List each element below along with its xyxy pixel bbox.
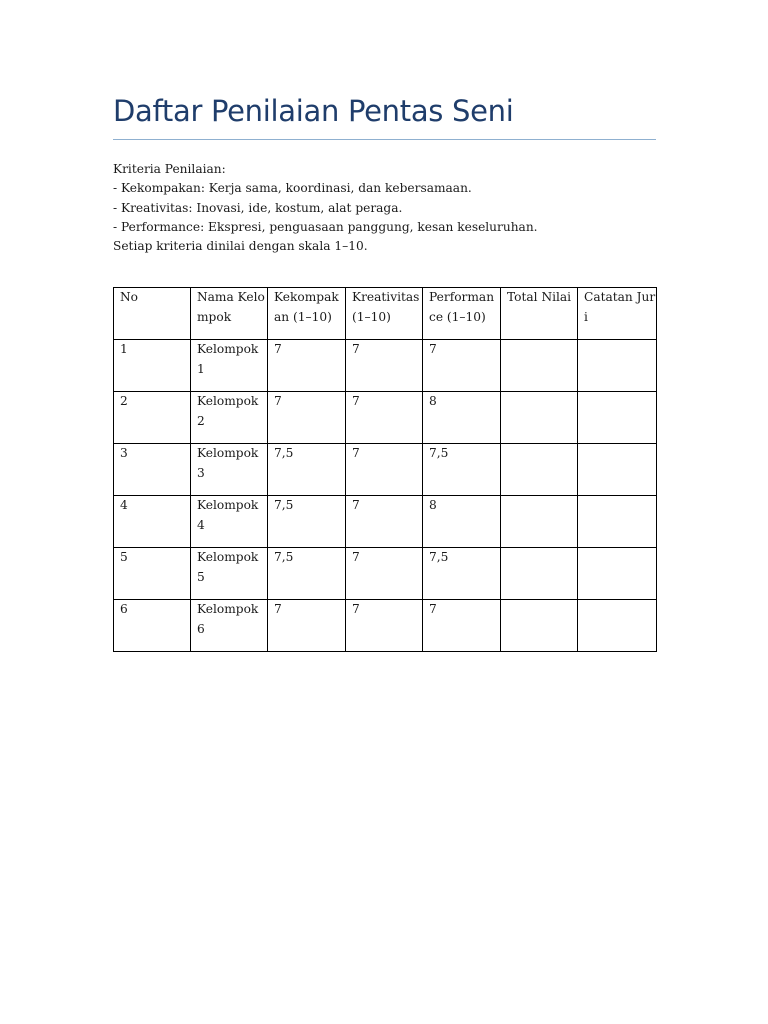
- cell-catatan-juri: [578, 496, 657, 548]
- cell-catatan-juri: [578, 340, 657, 392]
- table-row: [114, 600, 657, 652]
- table-header-row: [114, 288, 657, 340]
- cell-total-nilai: [501, 548, 578, 600]
- table-row: [114, 392, 657, 444]
- criteria-item-kreativitas: - Kreativitas: Inovasi, ide, kostum, alat peraga.: [113, 200, 403, 215]
- table-row: [114, 496, 657, 548]
- criteria-item-kekompakan: - Kekompakan: Kerja sama, koordinasi, dan kebersamaan.: [113, 181, 472, 196]
- cell-performance: 7,5: [423, 444, 501, 496]
- cell-kreativitas: 7: [346, 496, 423, 548]
- page-title: Daftar Penilaian Pentas Seni: [113, 94, 514, 128]
- header-kekompakan: Kekompakan (1–10): [268, 288, 346, 340]
- cell-catatan-juri: [578, 548, 657, 600]
- score-table: [113, 287, 657, 652]
- table-row: [114, 340, 657, 392]
- cell-performance: 8: [423, 392, 501, 444]
- criteria-heading: Kriteria Penilaian:: [113, 162, 226, 176]
- header-kreativitas: Kreativitas (1–10): [346, 288, 423, 340]
- header-catatan-juri: Catatan Juri: [578, 288, 657, 340]
- cell-no: 3: [114, 444, 191, 496]
- header-total-nilai: Total Nilai: [501, 288, 578, 340]
- cell-total-nilai: [501, 600, 578, 652]
- criteria-item-performance: - Performance: Ekspresi, penguasaan panggung, kesan keseluruhan.: [113, 219, 538, 234]
- cell-kreativitas: 7: [346, 392, 423, 444]
- cell-performance: 8: [423, 496, 501, 548]
- cell-kekompakan: 7: [268, 340, 346, 392]
- cell-catatan-juri: [578, 600, 657, 652]
- cell-kreativitas: 7: [346, 548, 423, 600]
- header-nama-kelompok: Nama Kelompok: [191, 288, 268, 340]
- cell-catatan-juri: [578, 444, 657, 496]
- cell-nama-kelompok: Kelompok 3: [191, 444, 268, 496]
- cell-no: 4: [114, 496, 191, 548]
- cell-no: 5: [114, 548, 191, 600]
- cell-no: 1: [114, 340, 191, 392]
- cell-total-nilai: [501, 392, 578, 444]
- criteria-section: [113, 160, 538, 256]
- header-no: No: [114, 288, 191, 340]
- header-performance: Performance (1–10): [423, 288, 501, 340]
- cell-nama-kelompok: Kelompok 5: [191, 548, 268, 600]
- title-divider: [113, 139, 656, 140]
- cell-kreativitas: 7: [346, 444, 423, 496]
- table-row: [114, 444, 657, 496]
- cell-kekompakan: 7,5: [268, 444, 346, 496]
- cell-performance: 7: [423, 340, 501, 392]
- cell-kekompakan: 7,5: [268, 548, 346, 600]
- cell-total-nilai: [501, 444, 578, 496]
- cell-kreativitas: 7: [346, 600, 423, 652]
- cell-performance: 7,5: [423, 548, 501, 600]
- cell-kekompakan: 7: [268, 600, 346, 652]
- cell-catatan-juri: [578, 392, 657, 444]
- cell-no: 6: [114, 600, 191, 652]
- criteria-scale-note: Setiap kriteria dinilai dengan skala 1–10.: [113, 239, 368, 254]
- cell-nama-kelompok: Kelompok 6: [191, 600, 268, 652]
- table-row: [114, 548, 657, 600]
- cell-total-nilai: [501, 496, 578, 548]
- cell-kreativitas: 7: [346, 340, 423, 392]
- cell-performance: 7: [423, 600, 501, 652]
- cell-nama-kelompok: Kelompok 2: [191, 392, 268, 444]
- cell-kekompakan: 7,5: [268, 496, 346, 548]
- cell-nama-kelompok: Kelompok 4: [191, 496, 268, 548]
- cell-nama-kelompok: Kelompok 1: [191, 340, 268, 392]
- cell-no: 2: [114, 392, 191, 444]
- cell-total-nilai: [501, 340, 578, 392]
- cell-kekompakan: 7: [268, 392, 346, 444]
